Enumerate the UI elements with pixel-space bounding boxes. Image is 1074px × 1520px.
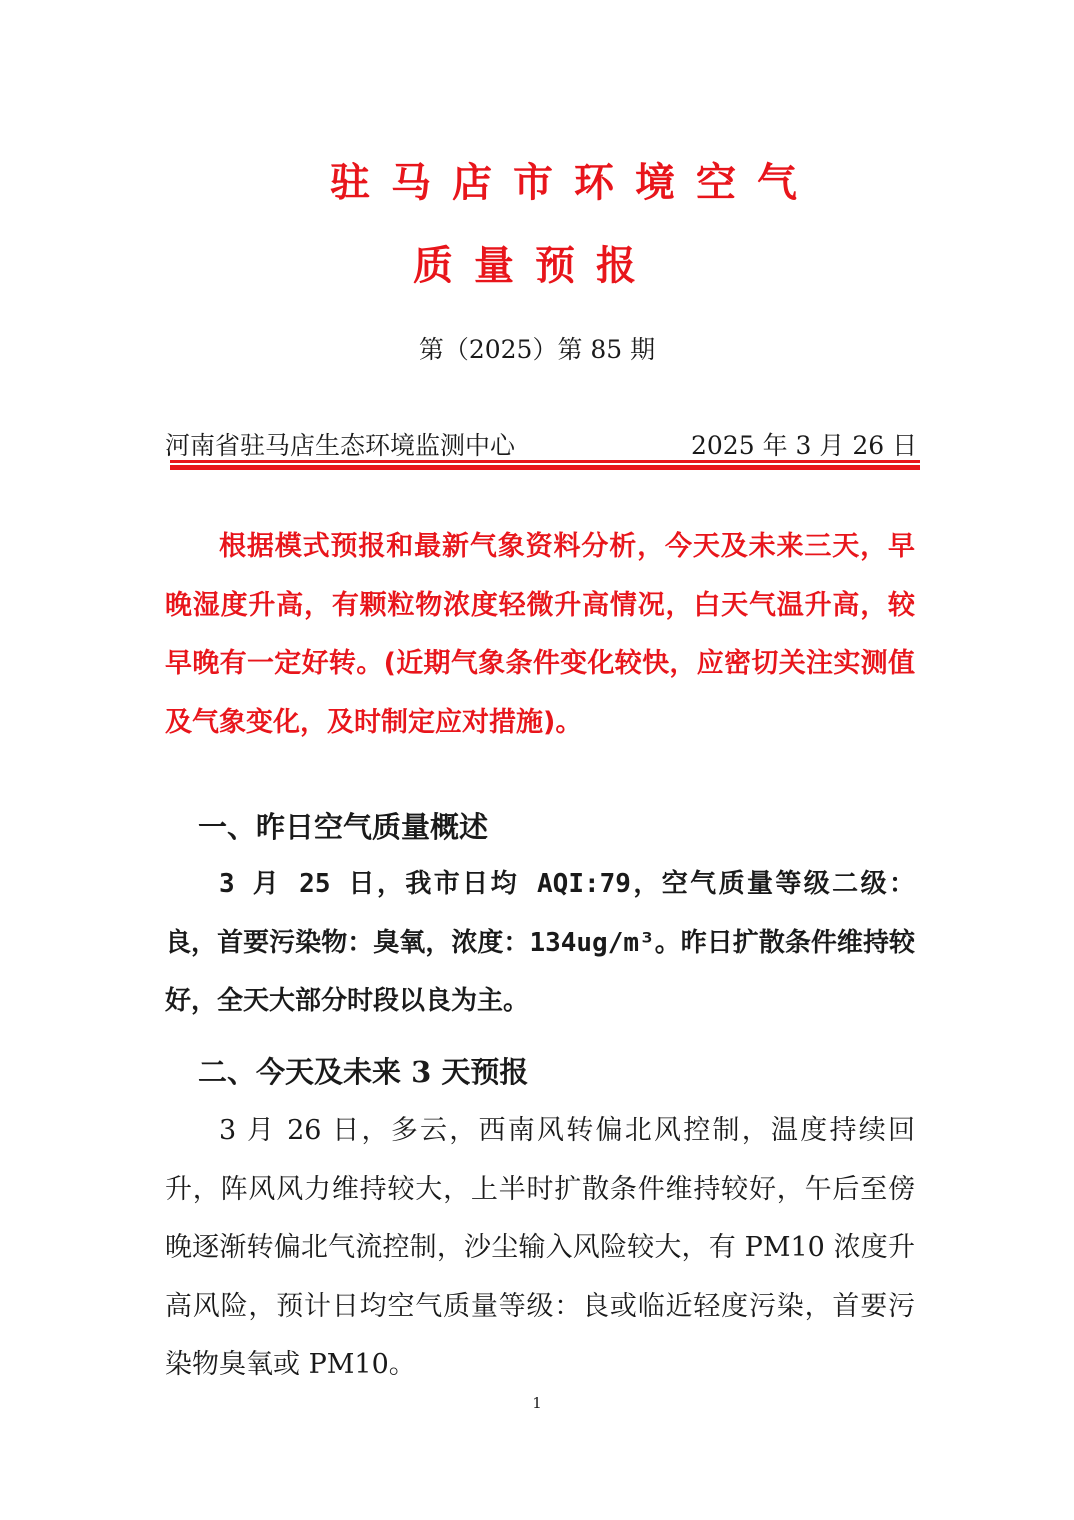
- header-row: [165, 426, 918, 460]
- section1-heading: 一、昨日空气质量概述: [198, 810, 489, 844]
- issue-number: 第（2025）第 85 期: [418, 335, 656, 364]
- report-title-line1: 驻马店市环境空气: [330, 160, 818, 206]
- issue-date: 2025 年 3 月 26 日: [691, 431, 918, 460]
- page-number: 1: [532, 1394, 542, 1412]
- forecast-summary: 根据模式预报和最新气象资料分析，今天及未来三天，早晚湿度升高，有颗粒物浓度轻微升高情况，白天气温升高，较早晚有一定好转。(近期气象条件变化较快，应密切关注实测值及气象变化，及时制定应对措施)。: [165, 531, 915, 738]
- header-divider-thick: [170, 465, 920, 470]
- section2-heading: 二、今天及未来 3 天预报: [198, 1055, 529, 1089]
- section2-body: 3 月 26 日，多云，西南风转偏北风控制，温度持续回升，阵风风力维持较大，上半时扩散条件维持较好，午后至傍晚逐渐转偏北气流控制，沙尘输入风险较大，有 PM10 浓度升高风险，预计日均空气质量等级：良或临近轻度污染，首要污染物臭氧或 PM10。: [165, 1115, 915, 1380]
- issuing-organization: 河南省驻马店生态环境监测中心: [165, 431, 516, 460]
- header-divider-thin: [170, 460, 920, 463]
- report-title-line2: 质量预报: [413, 243, 657, 289]
- section1-body: 3 月 25 日，我市日均 AQI:79，空气质量等级二级：良，首要污染物：臭氧，浓度：134ug/m³。昨日扩散条件维持较好，全天大部分时段以良为主。: [165, 869, 915, 1016]
